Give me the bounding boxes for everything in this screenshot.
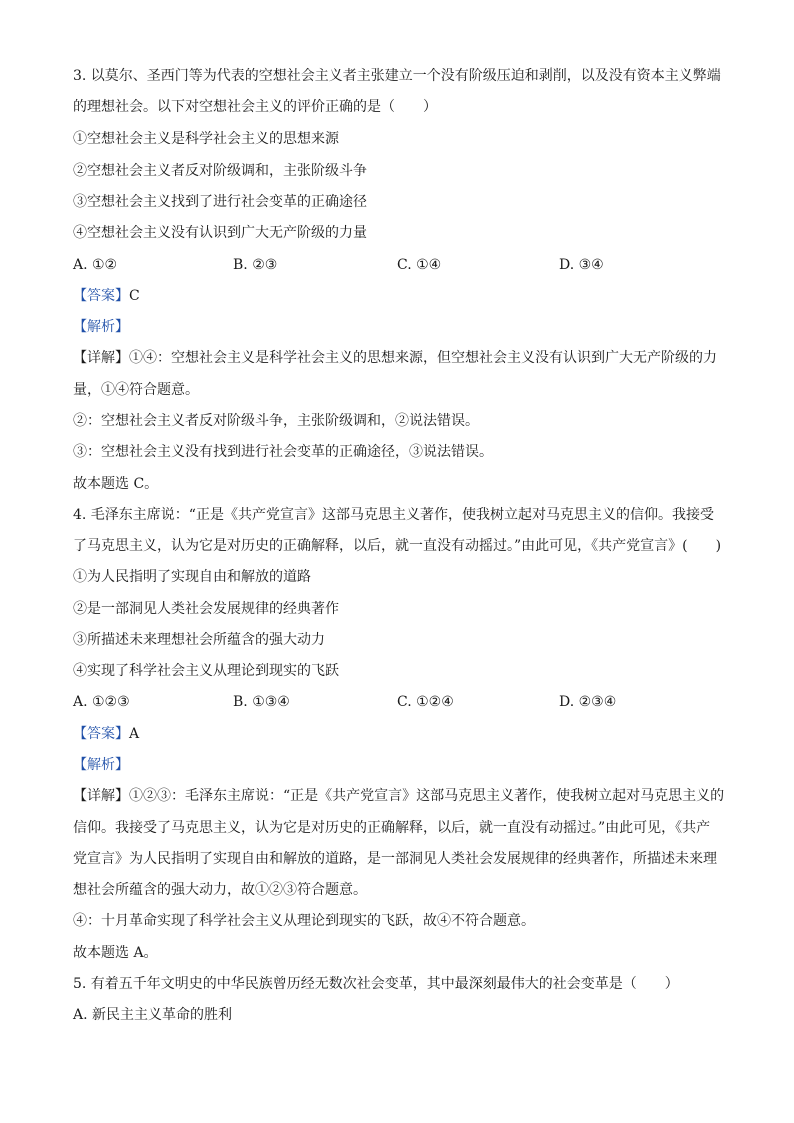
q3-detail-tag: 【详解】: [73, 350, 129, 366]
q3-answer-line: [73, 286, 728, 306]
q3-detail-line-3: ②：空想社会主义者反对阶级斗争，主张阶级调和，②说法错误。: [73, 413, 479, 429]
q3-answer-value: C: [129, 288, 140, 304]
q4-statement-2: ②是一部洞见人类社会发展规律的经典著作: [73, 601, 339, 617]
q3-stem-line-1: 3. 以莫尔、圣西门等为代表的空想社会主义者主张建立一个没有阶级压迫和剥削，以及没有资本主义弊端: [73, 68, 721, 84]
q4-detail-text-1: ①②③：毛泽东主席说：“正是《共产党宣言》这部马克思主义著作，使我树立起对马克思主义的: [129, 788, 725, 804]
q3-option-d: D. ③④: [559, 257, 604, 273]
q3-options: [73, 255, 728, 275]
q3-answer-tag: 【答案】: [73, 288, 129, 304]
q3-detail-line-1: [73, 348, 728, 368]
q3-conclusion: 故本题选 C。: [73, 476, 159, 492]
q3-detail-text-1: ①④：空想社会主义是科学社会主义的思想来源，但空想社会主义没有认识到广大无产阶级的力: [129, 350, 717, 366]
q4-detail-line-5: ④：十月革命实现了科学社会主义从理论到现实的飞跃，故④不符合题意。: [73, 913, 535, 929]
q4-options: [73, 692, 728, 712]
q4-detail-line-2: 信仰。我接受了马克思主义，认为它是对历史的正确解释，以后，就一直没有动摇过。”由此可见，《共产: [73, 820, 711, 836]
q4-option-b: B. ①③④: [233, 694, 290, 710]
q4-statement-1: ①为人民指明了实现自由和解放的道路: [73, 569, 311, 585]
q4-option-d: D. ②③④: [559, 694, 617, 710]
q3-detail-line-2: 量，①④符合题意。: [73, 382, 199, 398]
q4-analysis-tag: 【解析】: [73, 757, 129, 773]
q4-option-c: C. ①②④: [397, 694, 454, 710]
q4-stem-line-2: 了马克思主义，认为它是对历史的正确解释，以后，就一直没有动摇过。”由此可见，《共产党宣言》( ): [73, 538, 722, 554]
q3-option-c: C. ①④: [397, 257, 442, 273]
q4-detail-line-1: [73, 786, 728, 806]
q3-analysis-line: [73, 317, 728, 337]
q3-stem-line-2: 的理想社会。以下对空想社会主义的评价正确的是（ ）: [73, 99, 437, 115]
q4-stem-line-1: 4. 毛泽东主席说：“正是《共产党宣言》这部马克思主义著作，使我树立起对马克思主义的信仰。我接受: [73, 507, 714, 523]
q4-detail-line-4: 想社会所蕴含的强大动力，故①②③符合题意。: [73, 882, 367, 898]
q4-answer-line: [73, 724, 728, 744]
q5-option-a: A. 新民主主义革命的胜利: [73, 1007, 233, 1023]
q4-answer-value: A: [129, 726, 140, 742]
q3-option-a: A. ①②: [73, 257, 118, 273]
q4-detail-line-3: 党宣言》为人民指明了实现自由和解放的道路，是一部洞见人类社会发展规律的经典著作，所描述未来理: [73, 851, 717, 867]
q4-statement-4: ④实现了科学社会主义从理论到现实的飞跃: [73, 663, 339, 679]
q4-conclusion: 故本题选 A。: [73, 945, 158, 961]
q4-option-a: A. ①②③: [73, 694, 130, 710]
q3-statement-3: ③空想社会主义找到了进行社会变革的正确途径: [73, 194, 367, 210]
q4-answer-tag: 【答案】: [73, 726, 129, 742]
q3-option-b: B. ②③: [233, 257, 278, 273]
q3-statement-2: ②空想社会主义者反对阶级调和，主张阶级斗争: [73, 163, 367, 179]
q4-analysis-line: [73, 755, 728, 775]
q5-stem: 5. 有着五千年文明史的中华民族曾历经无数次社会变革，其中最深刻最伟大的社会变革是（ ）: [73, 976, 679, 992]
q3-statement-1: ①空想社会主义是科学社会主义的思想来源: [73, 131, 339, 147]
q3-detail-line-4: ③：空想社会主义没有找到进行社会变革的正确途径，③说法错误。: [73, 444, 493, 460]
q3-statement-4: ④空想社会主义没有认识到广大无产阶级的力量: [73, 225, 367, 241]
q4-detail-tag: 【详解】: [73, 788, 129, 804]
q4-statement-3: ③所描述未来理想社会所蕴含的强大动力: [73, 632, 325, 648]
q3-analysis-tag: 【解析】: [73, 319, 129, 335]
